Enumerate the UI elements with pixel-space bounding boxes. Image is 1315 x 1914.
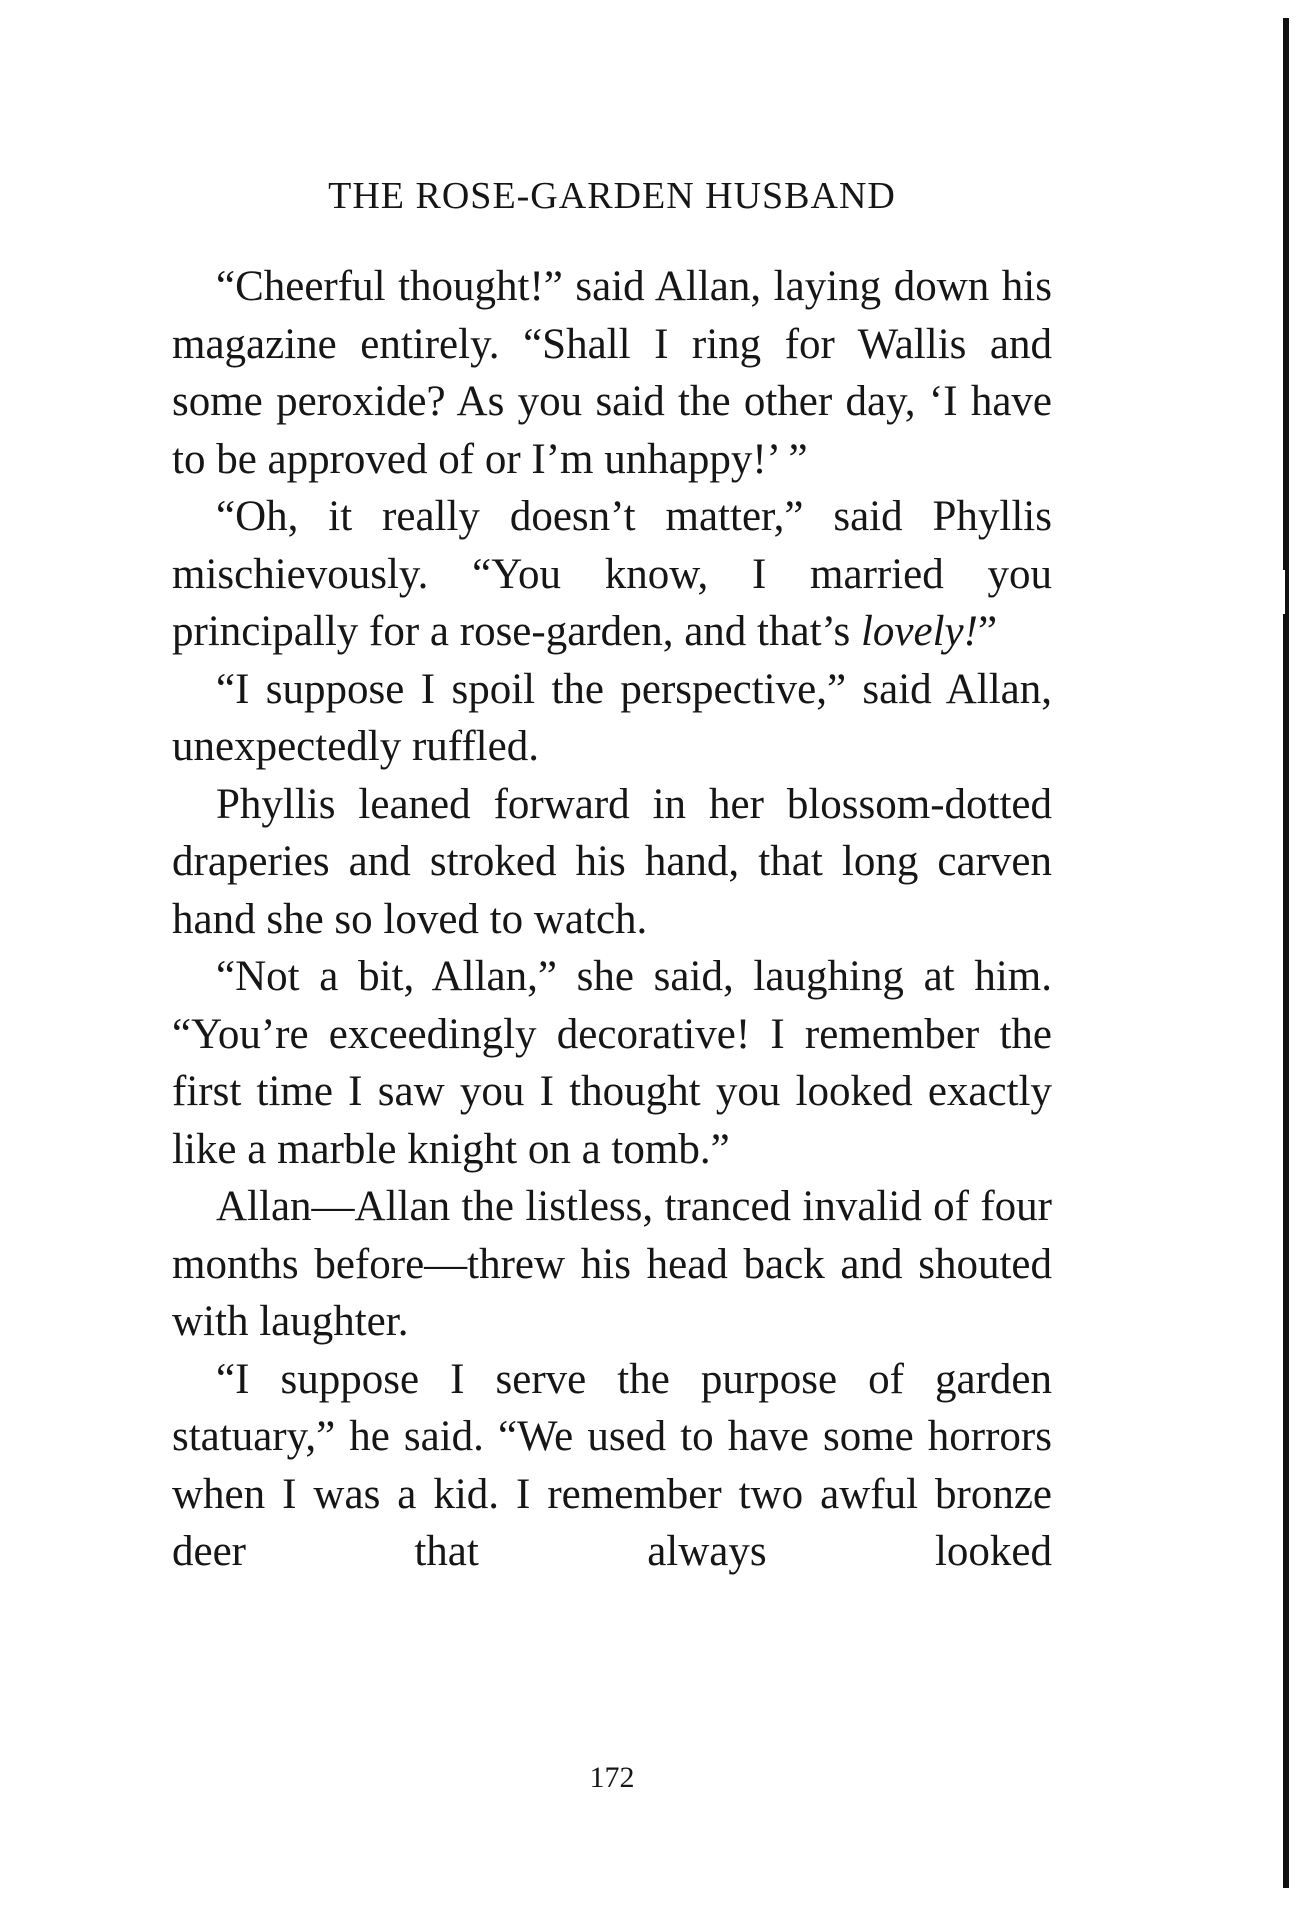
paragraph-2-close-quote: ” bbox=[977, 608, 998, 655]
page-edge-shadow bbox=[1283, 18, 1289, 1888]
paragraph-2-italic: lovely! bbox=[860, 608, 978, 655]
paragraph-6: Allan—Allan the listless, tranced invalid of four months before—threw his head back and shouted with laughter. bbox=[172, 1183, 1052, 1345]
body-text bbox=[172, 258, 1052, 1581]
paragraph-7: “I suppose I serve the purpose of garden statuary,” he said. “We used to have some horrors when I was a kid. I remember two awful bronze deer that always looked bbox=[172, 1355, 1052, 1575]
paragraph-4: Phyllis leaned forward in her blossom-dotted draperies and stroked his hand, that long carven hand she so loved to watch. bbox=[172, 780, 1052, 943]
paragraph-1: “Cheerful thought!” said Allan, laying down his magazine entirely. “Shall I ring for Wallis and some peroxide? As you said the other day, ‘I have to be approved of or I’m unhappy!’ ” bbox=[172, 263, 1052, 483]
paragraph-2 bbox=[172, 488, 1052, 661]
page-edge-gap bbox=[1276, 570, 1285, 614]
paragraph-2-text: “Oh, it really doesn’t matter,” said Phyllis mischievously. “You know, I married you principally for a rose-garden, and that’s bbox=[172, 493, 1052, 655]
running-head: THE ROSE-GARDEN HUSBAND bbox=[328, 175, 896, 217]
paragraph-3: “I suppose I spoil the perspective,” said Allan, unexpectedly ruffled. bbox=[172, 665, 1052, 770]
page-number: 172 bbox=[589, 1761, 635, 1794]
paragraph-5: “Not a bit, Allan,” she said, laughing at him. “You’re exceedingly decorative! I remember the first time I saw you I thought you looked exactly like a marble knight on a tomb.” bbox=[172, 953, 1052, 1173]
